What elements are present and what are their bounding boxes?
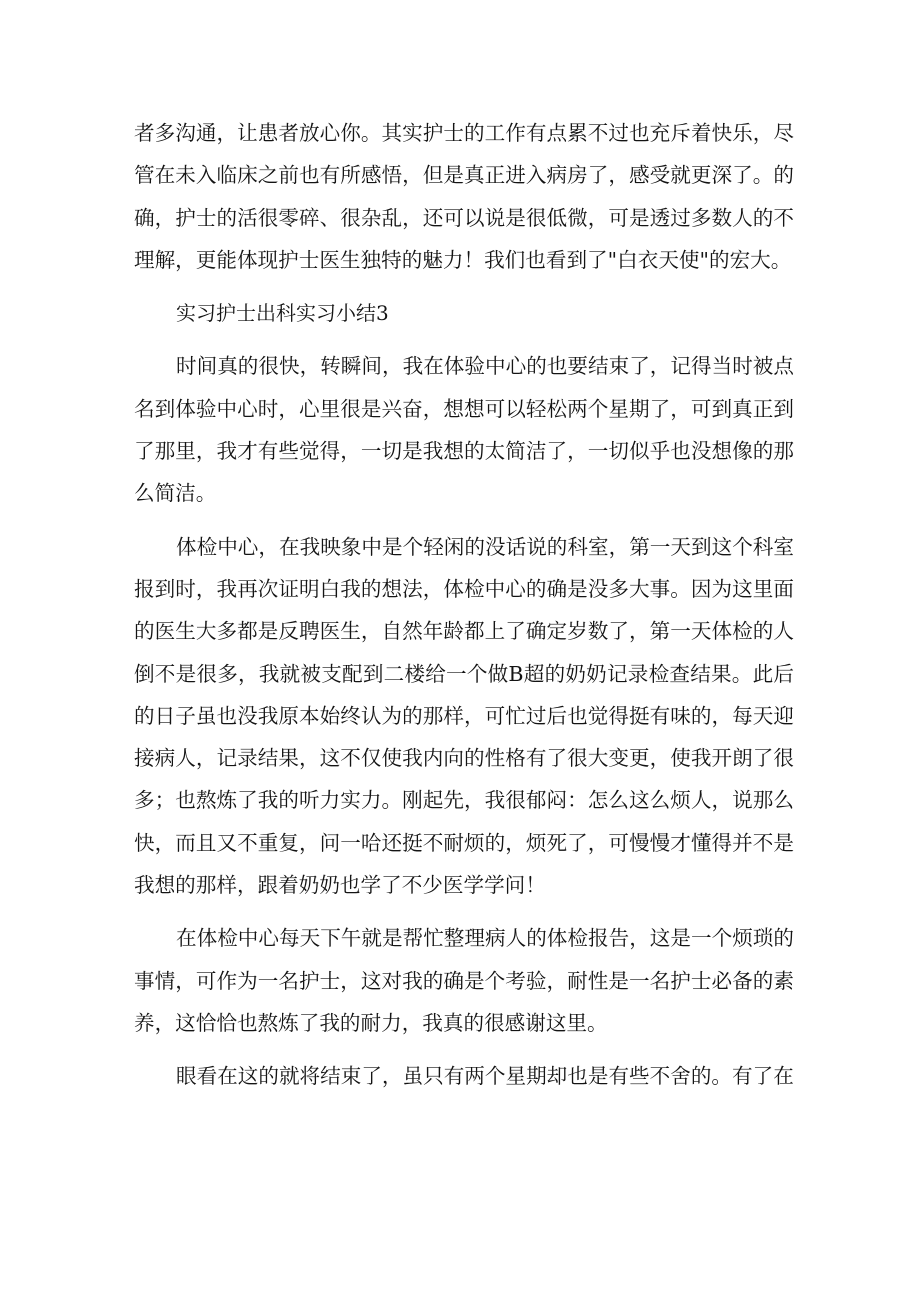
section-heading: 实习护士出科实习小结3 (176, 301, 389, 326)
paragraph: 在体检中心每天下午就是帮忙整理病人的体检报告，这是一个烦琐的事情，可作为一名护士，这对我的确是个考验，耐性是一名护士必备的素养，这恰恰也熬炼了我的耐力，我真的很感谢这里。 (134, 926, 794, 1035)
paragraph-continuation: 者多沟通，让患者放心你。其实护士的工作有点累不过也充斥着快乐，尽管在未入临床之前也有所感悟，但是真正进入病房了，感受就更深了。的确，护士的活很零碎、很杂乱，还可以说是很低微，可是透过多数人的不理解，更能体现护士医生独特的魅力！我们也看到了"白衣天使"的宏大。 (134, 121, 794, 272)
paragraph: 眼看在这的就将结束了，虽只有两个星期却也是有些不舍的。有了在 (176, 1064, 794, 1089)
paragraph: 时间真的很快，转瞬间，我在体验中心的也要结束了，记得当时被点名到体验中心时，心里很是兴奋，想想可以轻松两个星期了，可到真正到了那里，我才有些觉得，一切是我想的太简洁了，一切似乎也没想像的那么简洁。 (134, 354, 794, 506)
paragraph: 体检中心，在我映象中是个轻闲的没话说的科室，第一天到这个科室报到时，我再次证明白我的想法，体检中心的确是没多大事。因为这里面的医生大多都是反聘医生，自然年龄都上了确定岁数了，第一天体检的人倒不是很多，我就被支配到二楼给一个做B超的奶奶记录检查结果。此后的日子虽也没我原本始终认为的那样，可忙过后也觉得挺有味的，每天迎接病人，记录结果，这不仅使我内向的性格有了很大变更，使我开朗了很多；也熬炼了我的听力实力。刚起先，我很郁闷：怎么这么烦人，说那么快，而且又不重复，问一哈还挺不耐烦的，烦死了，可慢慢才懂得并不是我想的那样，跟着奶奶也学了不少医学学问！ (134, 534, 794, 898)
document-body (134, 112, 794, 1098)
